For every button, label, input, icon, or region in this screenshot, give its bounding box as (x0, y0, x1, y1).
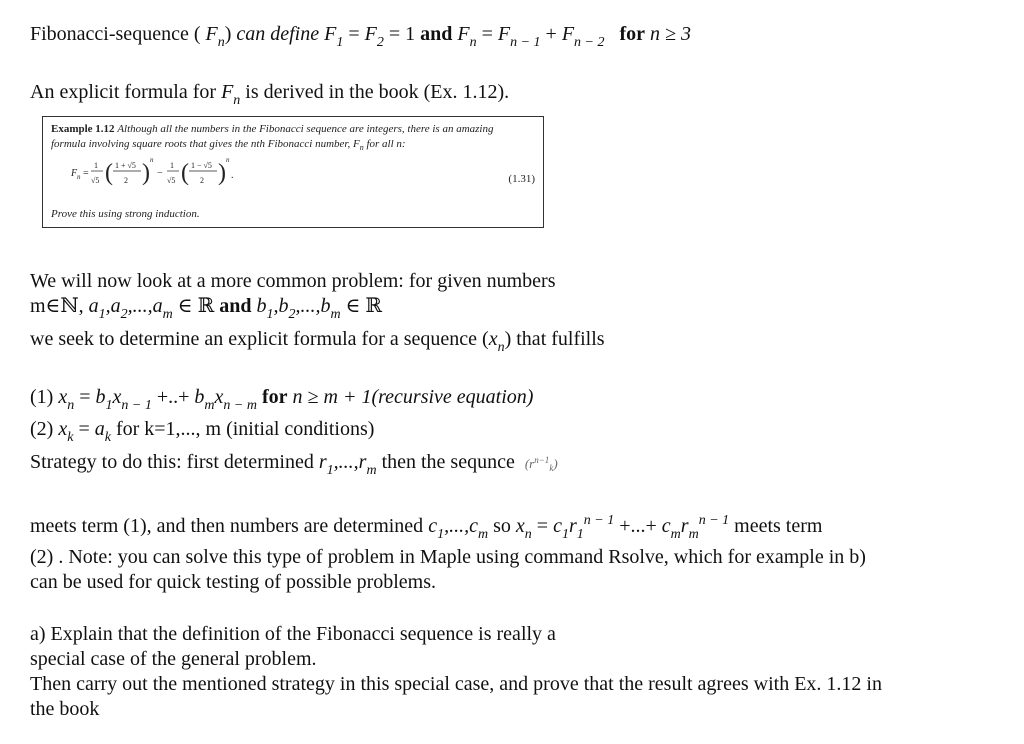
example-prove-text: Prove this using strong induction. (51, 208, 200, 220)
eq1-condition: n ≥ m + 1 (292, 386, 372, 408)
given-numbers-line: m∈ℕ, $a_1,a_2,...,a_m$ ∈ ℝ and $b_1,b_2,...,b_m$ ∈ ℝ (30, 295, 383, 322)
eq2-text: for k=1,..., m (initial conditions) (115, 418, 375, 440)
svg-text:F: F (71, 168, 78, 179)
binet-formula (71, 153, 311, 191)
problem-intro-line: We will now look at a more common problem: for given numbers (30, 270, 556, 292)
task-a-line-2: special case of the general problem. (30, 648, 317, 670)
fib-text-b: can define (236, 23, 320, 45)
meets-term-line: meets term (1), and then numbers are determined $c_1,...,c_m$ so $x_n = c_1r_1^{n - 1}$ +...+ $c_mr_m^{n - 1}$ meets term (30, 513, 823, 542)
recursive-equation-line: (1) $x_n = b_1x_{n - 1}$ +..+ $b_mx_{n - m}$ for n ≥ m + 1(recursive equation) (30, 386, 534, 413)
maple-note-line: (2) . Note: you can solve this type of problem in Maple using command Rsolve, which for example in b) (30, 546, 866, 568)
svg-text:−: − (157, 168, 163, 179)
explicit-text-b: is derived in the book (Ex. 1.12). (245, 81, 510, 103)
in-reals-b: ∈ ℝ (345, 295, 383, 317)
eq2-label: (2) (30, 418, 54, 440)
eq1-description: (recursive equation) (371, 386, 534, 408)
example-text-2-tail: for all n: (363, 138, 406, 150)
svg-text:n: n (226, 156, 230, 164)
svg-text:=: = (83, 168, 89, 179)
in-reals-a: ∈ ℝ (177, 295, 215, 317)
task-a-line-3: Then carry out the mentioned strategy in this special case, and prove that the result agrees with Ex. 1.12 in (30, 673, 882, 695)
svg-text:.: . (231, 170, 234, 181)
svg-text:1 − √5: 1 − √5 (191, 161, 212, 170)
svg-text:n: n (150, 156, 154, 164)
example-line-1: Example 1.12 Although all the numbers in the Fibonacci sequence are integers, there is an amazing (51, 123, 494, 135)
svg-text:1: 1 (170, 161, 174, 170)
example-1-12-box (42, 116, 544, 228)
fib-condition: n ≥ 3 (650, 23, 692, 45)
explicit-formula-line: An explicit formula for $F_n$ is derived in the book (Ex. 1.12). (30, 81, 510, 108)
strategy-text-a: Strategy to do this: first determined (30, 451, 314, 473)
task-a-line-4: the book (30, 698, 100, 720)
eq1-label: (1) (30, 386, 54, 408)
svg-text:(: ( (181, 160, 189, 186)
svg-text:√5: √5 (167, 176, 176, 185)
svg-text:1: 1 (94, 161, 98, 170)
and-word: and (219, 295, 252, 317)
svg-text:√5: √5 (91, 176, 100, 185)
quick-testing-line: can be used for quick testing of possible problems. (30, 571, 437, 593)
seek-text-b: ) that fulfills (504, 328, 605, 350)
fib-text-c: and (420, 23, 453, 45)
example-line-2: formula involving square roots that gives the nth Fibonacci number, $F_n$ for all n: (51, 138, 406, 152)
svg-text:): ) (142, 160, 150, 186)
eq1-for: for (261, 386, 288, 408)
fib-text-a: Fibonacci-sequence ( (30, 23, 201, 45)
meets-text-b: so (493, 515, 511, 537)
svg-text:(: ( (105, 160, 113, 186)
svg-text:): ) (218, 160, 226, 186)
strategy-line: Strategy to do this: first determined $r_1,...,r_m$ then the sequnce $(r^{n-1}_k)$ (30, 451, 558, 478)
svg-text:2: 2 (124, 176, 128, 185)
meets-text-a: meets term (1), and then numbers are determined (30, 515, 424, 537)
meets-text-c: meets term (734, 515, 823, 537)
explicit-text-a: An explicit formula for (30, 81, 217, 103)
svg-text:n: n (77, 173, 81, 181)
m-in-n: m∈ℕ, (30, 295, 84, 317)
fibonacci-definition-line: Fibonacci-sequence ( $F_n$) can define $F_1 = F_2 = 1$ and $F_n = F_{n - 1} + F_{n - 2}$ for n ≥ 3 (30, 23, 692, 50)
equation-number: (1.31) (508, 173, 535, 185)
example-text-2: formula involving square roots that gives the nth Fibonacci number, F (51, 138, 360, 150)
initial-conditions-line: (2) $x_k = a_k$ for k=1,..., m (initial conditions) (30, 418, 375, 445)
binet-formula-svg (71, 153, 311, 193)
seek-formula-line: we seek to determine an explicit formula for a sequence $(x_n)$ that fulfills (30, 328, 605, 355)
fib-text-d: for (619, 23, 646, 45)
task-a-line-1: a) Explain that the definition of the Fibonacci sequence is really a (30, 623, 556, 645)
strategy-text-b: then the sequnce (381, 451, 515, 473)
svg-text:2: 2 (200, 176, 204, 185)
seek-text-a: we seek to determine an explicit formula for a sequence ( (30, 328, 489, 350)
svg-text:1 + √5: 1 + √5 (115, 161, 136, 170)
sequence-rk-figure: $(r^{n-1}_k)$ (524, 455, 558, 473)
